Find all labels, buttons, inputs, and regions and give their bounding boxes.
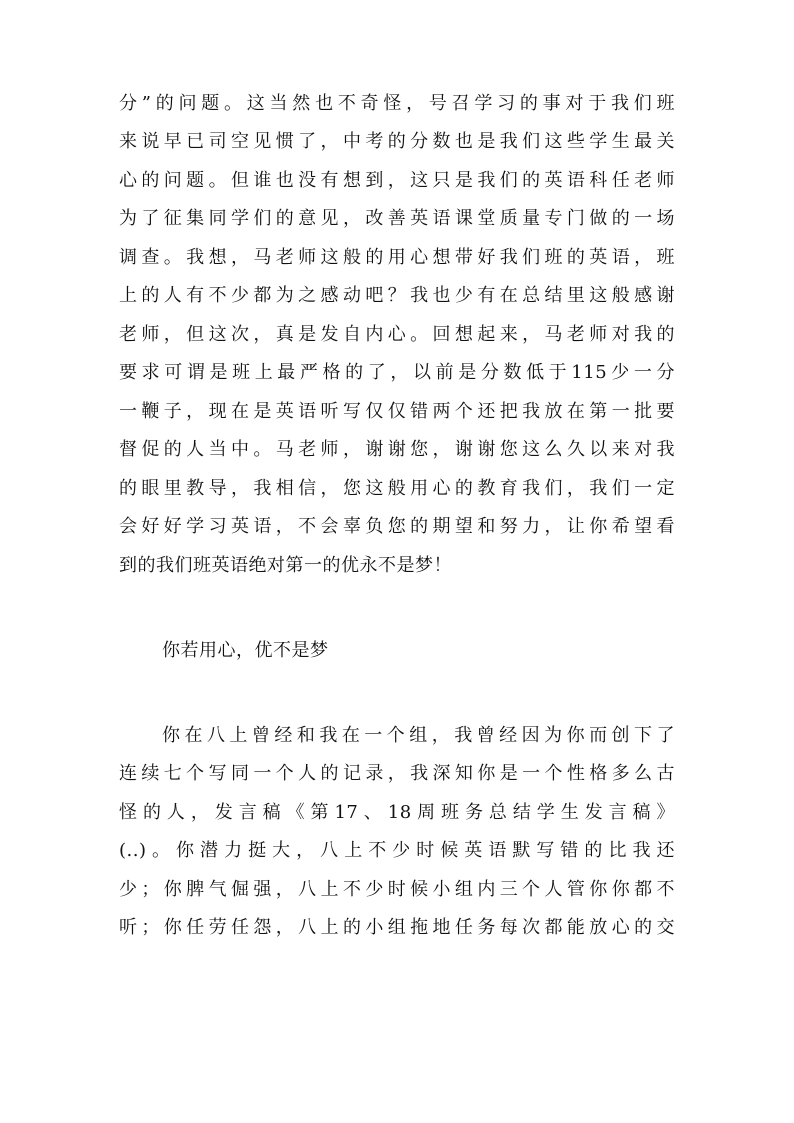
paragraph-1-line: 老师，但这次，真是发自内心。回想起来，马老师对我的 xyxy=(119,324,675,345)
paragraph-1-line: 心的问题。但谁也没有想到，这只是我们的英语科任老师 xyxy=(119,170,675,191)
paragraph-2-line: 听；你任劳任怨，八上的小组拖地任务每次都能放心的交 xyxy=(119,917,675,938)
paragraph-1-line: 督促的人当中。马老师，谢谢您，谢谢您这么久以来对我 xyxy=(119,439,675,460)
paragraph-1-line: 一鞭子，现在是英语听写仅仅错两个还把我放在第一批要 xyxy=(119,401,675,422)
paragraph-2-line: (..)。你潜力挺大，八上不少时候英语默写错的比我还 xyxy=(119,840,675,861)
paragraph-2-line: 你在八上曾经和我在一个组，我曾经因为你而创下了 xyxy=(162,725,675,746)
paragraph-1-line: 到的我们班英语绝对第一的优永不是梦！ xyxy=(119,555,452,576)
paragraph-1-line: 的眼里教导，我相信，您这般用心的教育我们，我们一定 xyxy=(119,478,675,499)
paragraph-1-line: 要求可谓是班上最严格的了，以前是分数低于115少一分 xyxy=(119,362,675,383)
paragraph-1-line: 为了征集同学们的意见，改善英语课堂质量专门做的一场 xyxy=(119,208,675,229)
paragraph-1-line: 分”的问题。这当然也不奇怪，号召学习的事对于我们班 xyxy=(119,93,675,114)
paragraph-2-line: 连续七个写同一个人的记录，我深知你是一个性格多么古 xyxy=(119,763,675,784)
paragraph-2-line: 少；你脾气倔强，八上不少时候小组内三个人管你你都不 xyxy=(119,879,675,900)
paragraph-2-line: 怪的人，发言稿《第17、18周班务总结学生发言稿》 xyxy=(119,802,675,823)
paragraph-1-line: 会好好学习英语，不会辜负您的期望和努力，让你希望看 xyxy=(119,516,675,537)
section-heading: 你若用心，优不是梦 xyxy=(162,640,329,661)
paragraph-1-line: 上的人有不少都为之感动吧？我也少有在总结里这般感谢 xyxy=(119,285,675,306)
paragraph-1-line: 来说早已司空见惯了，中考的分数也是我们这些学生最关 xyxy=(119,131,675,152)
paragraph-1-line: 调查。我想，马老师这般的用心想带好我们班的英语，班 xyxy=(119,247,675,268)
